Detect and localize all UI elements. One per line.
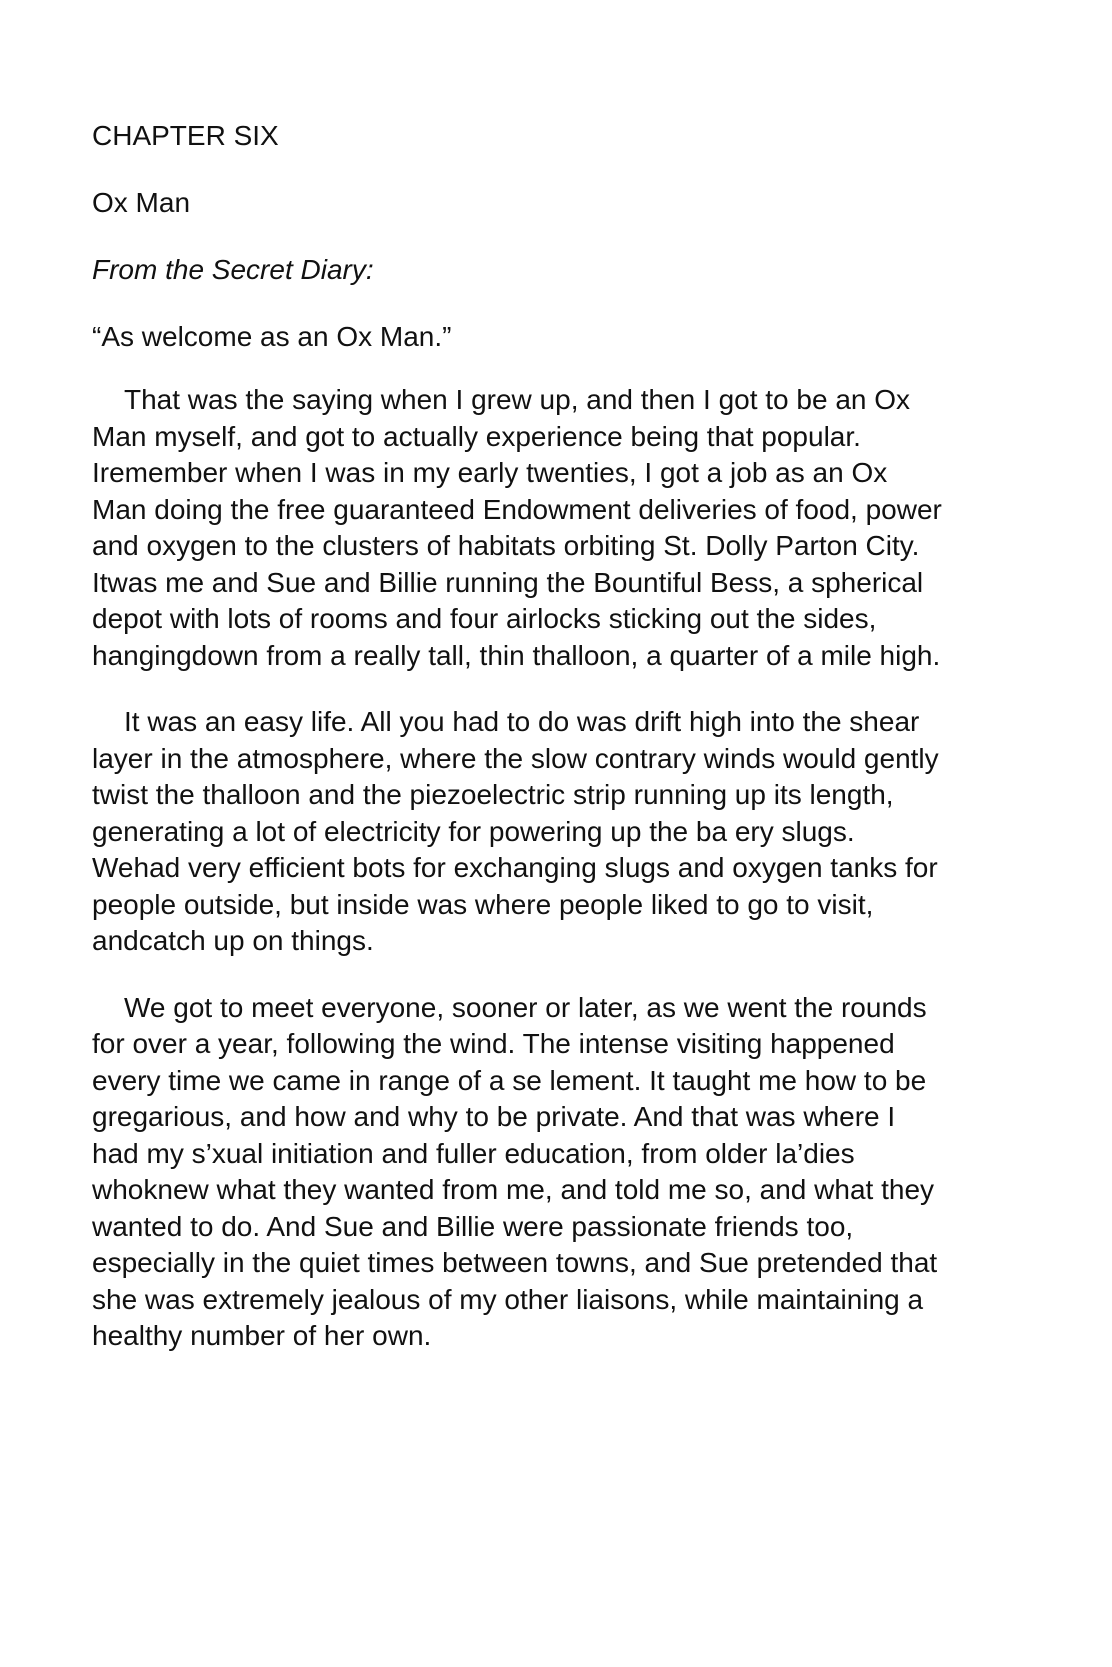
diary-source-line: From the Secret Diary:: [92, 254, 374, 285]
document-page: [92, 118, 1052, 1385]
chapter-title: Ox Man: [92, 187, 191, 218]
epigraph-quote: “As welcome as an Ox Man.”: [92, 321, 452, 352]
paragraph-2: It was an easy life. All you had to do was drift high into the shear layer in the atmosphere, where the slow contrary winds would gently twist the thalloon and the piezoelectric strip running up its length, generating a lot of electricity for powering up the ba ery slugs. Wehad very efficient bots for exchanging slugs and oxygen tanks for people outside, but inside was where people liked to go to visit, andcatch up on things.: [92, 706, 939, 956]
body-text: [92, 382, 1052, 1355]
chapter-number: CHAPTER SIX: [92, 120, 279, 151]
paragraph-1: That was the saying when I grew up, and then I got to be an Ox Man myself, and got to actually experience being that popular. Iremember when I was in my early twenties, I got a job as an Ox Man doing the free guaranteed Endowment deliveries of food, power and oxygen to the clusters of habitats orbiting St. Dolly Parton City. Itwas me and Sue and Billie running the Bountiful Bess, a spherical depot with lots of rooms and four airlocks sticking out the sides, hangingdown from a really tall, thin thalloon, a quarter of a mile high.: [92, 384, 942, 671]
paragraph-3: We got to meet everyone, sooner or later, as we went the rounds for over a year, following the wind. The intense visiting happened every time we came in range of a se lement. It taught me how to be gregarious, and how and why to be private. And that was where I had my s’xual initiation and fuller education, from older la’dies whoknew what they wanted from me, and told me so, and what they wanted to do. And Sue and Billie were passionate friends too, especially in the quiet times between towns, and Sue pretended that she was extremely jealous of my other liaisons, while maintaining a healthy number of her own.: [92, 991, 938, 1351]
